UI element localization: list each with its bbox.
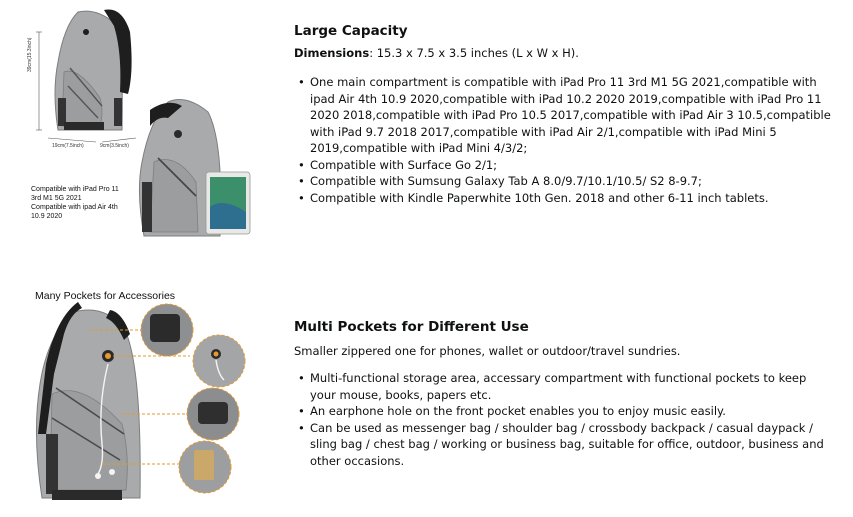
capacity-section (294, 22, 832, 206)
capacity-product-image (18, 2, 268, 242)
list-item: • An earphone hole on the front pocket enables you to enjoy music easily. (310, 403, 832, 420)
list-item: • Compatible with Surface Go 2/1; (310, 157, 832, 174)
section-title: Multi Pockets for Different Use (294, 319, 529, 335)
list-item: • Compatible with Kindle Paperwhite 10th Gen. 2018 and other 6-11 inch tablets. (310, 190, 832, 207)
section-title: Large Capacity (294, 23, 408, 39)
height-dimension-label: 39cm(15.3inch) (27, 37, 33, 72)
list-item: • One main compartment is compatible with iPad Pro 11 3rd M1 5G 2021,compatible with ipad Air 4th 10.9 2020,compatible with iPad 10.2 2020 2019,compatible with iPad Pro 11 2020 2018,compatible with iPad Pro 10.5 2017,compatible with iPad Air 3 10.5,compatible with iPad 9.7 2018 2017,compatible with iPad Air 2/1,compatible with iPad Mini 5 2019,compatible with iPad Mini 4/3/2; (310, 74, 832, 157)
list-item: • Can be used as messenger bag / shoulder bag / crossbody backpack / casual daypack / sling bag / chest bag / working or business bag, suitable for office, outdoor, business and other occasions. (310, 420, 832, 470)
section-intro: Smaller zippered one for phones, wallet or outdoor/travel sundries. (294, 344, 681, 358)
pockets-section (294, 318, 832, 469)
dimensions-value: : 15.3 x 7.5 x 3.5 inches (L x W x H). (369, 46, 579, 60)
pockets-product-image (12, 284, 247, 508)
backpack-pockets-illustration (12, 284, 247, 508)
caption-line: 3rd M1 5G 2021 (31, 195, 82, 202)
list-item: • Compatible with Sumsung Galaxy Tab A 8.0/9.7/10.1/10.5/ S2 8-9.7; (310, 173, 832, 190)
compatibility-caption (31, 185, 151, 221)
caption-line: Compatible with iPad Pro 11 (31, 186, 119, 193)
list-item: • Multi-functional storage area, accessary compartment with functional pockets to keep your mouse, books, papers etc. (310, 370, 832, 403)
pockets-image-title: Many Pockets for Accessories (35, 290, 176, 302)
length-dimension-label: 19cm(7.5inch) (52, 143, 84, 149)
width-dimension-label: 9cm(3.5inch) (100, 143, 129, 149)
dimensions-line (294, 46, 832, 61)
dimensions-label: Dimensions (294, 46, 370, 60)
capacity-bullet-list (294, 74, 832, 206)
caption-line: 10.9 2020 (31, 213, 63, 220)
caption-line: Compatible with ipad Air 4th (31, 204, 118, 211)
pockets-bullet-list (294, 370, 832, 469)
